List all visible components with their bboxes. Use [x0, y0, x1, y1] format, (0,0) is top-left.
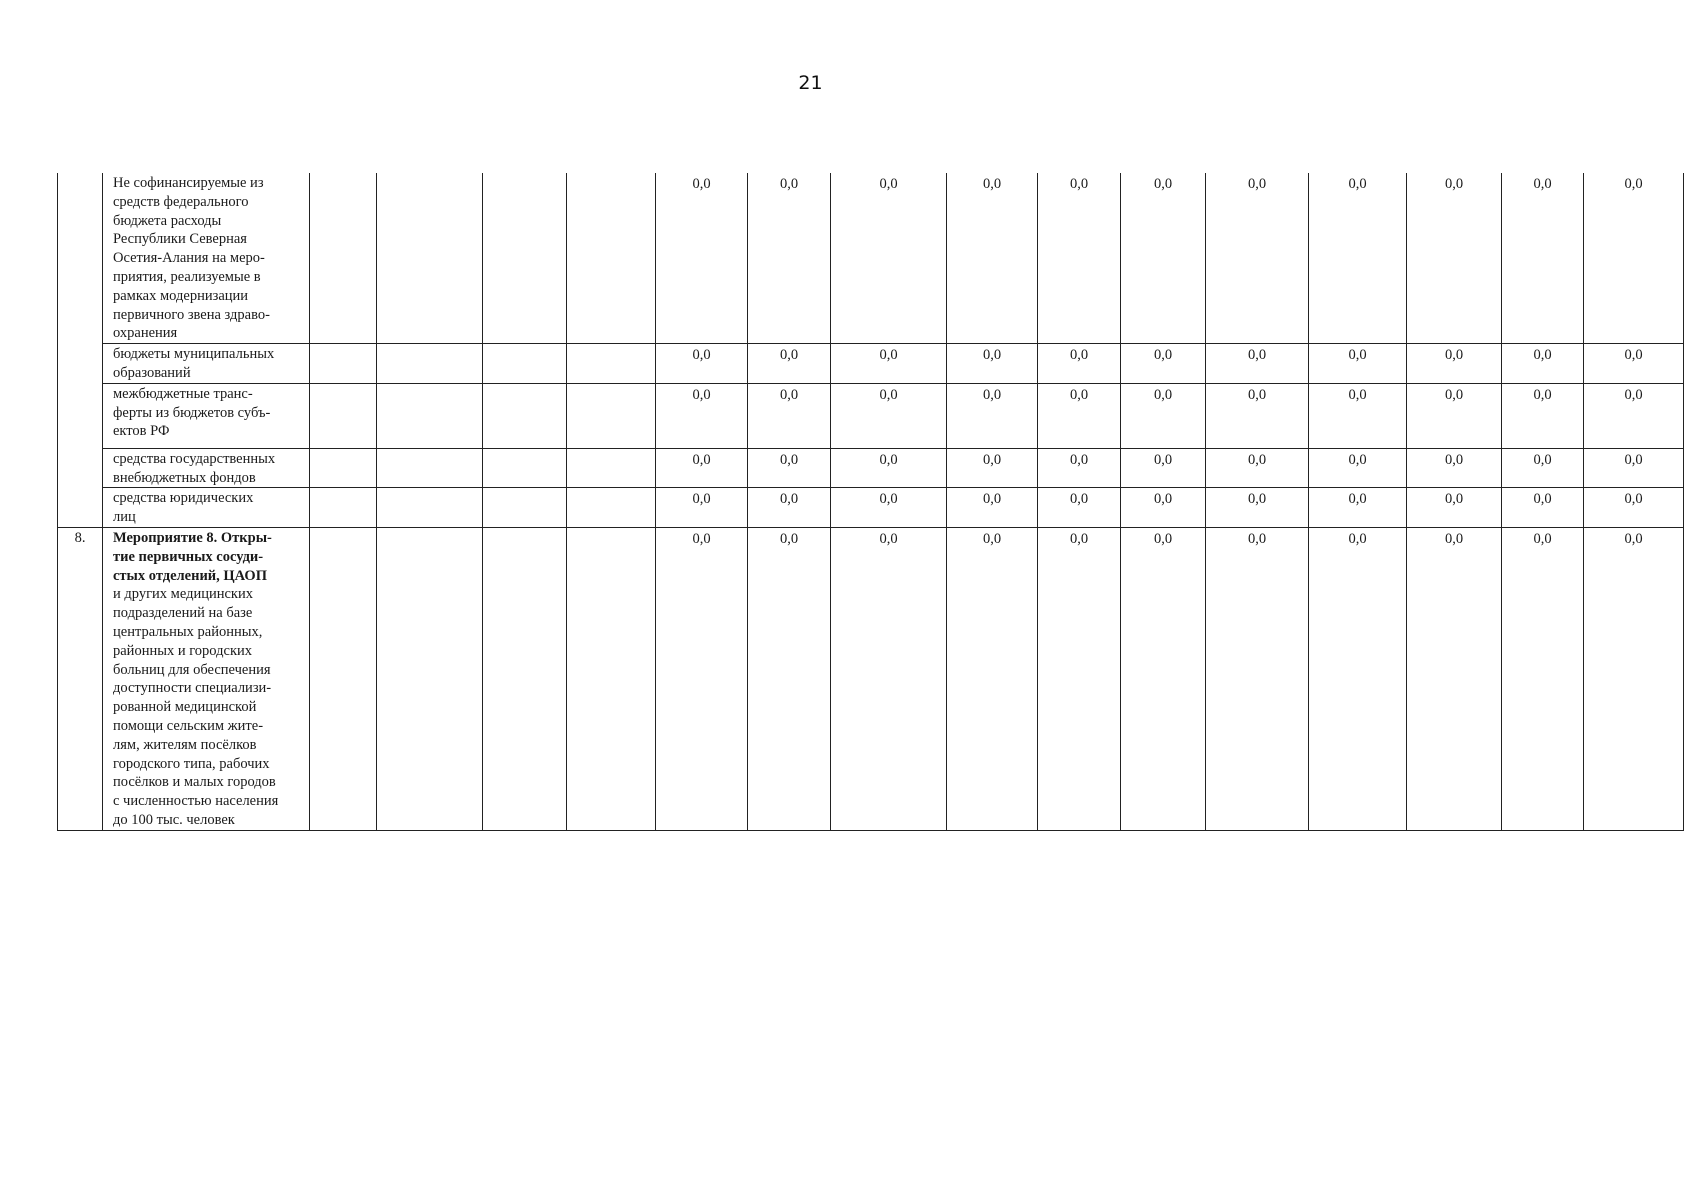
value-cell: 0,0 — [831, 448, 947, 488]
value-cell: 0,0 — [1038, 173, 1121, 344]
value-cell: 0,0 — [1407, 383, 1502, 448]
value-cell: 0,0 — [748, 488, 831, 528]
empty-cell — [567, 527, 656, 830]
value-cell: 0,0 — [947, 383, 1038, 448]
description-line: ектов РФ — [113, 423, 170, 440]
empty-cell — [567, 448, 656, 488]
description-line: средств федерального — [113, 193, 249, 210]
description-line: Республики Северная — [113, 231, 247, 248]
empty-cell — [377, 448, 483, 488]
value-cell: 0,0 — [1206, 448, 1309, 488]
value-cell: 0,0 — [1584, 488, 1684, 528]
description-line: первичного звена здраво- — [113, 306, 270, 323]
description-line: приятия, реализуемые в — [113, 268, 261, 285]
description-line: лиц — [113, 509, 136, 526]
description-line: подразделений на базе — [113, 605, 253, 622]
value-cell: 0,0 — [1038, 383, 1121, 448]
empty-cell — [377, 344, 483, 384]
value-cell: 0,0 — [1206, 173, 1309, 344]
value-cell: 0,0 — [748, 173, 831, 344]
value-cell: 0,0 — [1309, 383, 1407, 448]
empty-cell — [483, 383, 567, 448]
value-cell: 0,0 — [1407, 448, 1502, 488]
value-cell: 0,0 — [1502, 173, 1584, 344]
description-line: доступности специализи- — [113, 680, 272, 697]
empty-cell — [310, 527, 377, 830]
empty-cell — [483, 344, 567, 384]
value-cell: 0,0 — [748, 527, 831, 830]
value-cell: 0,0 — [1038, 448, 1121, 488]
description-line: средства юридических — [113, 490, 254, 507]
row-index-cell — [58, 173, 103, 344]
table-row — [58, 173, 1684, 344]
empty-cell — [483, 488, 567, 528]
empty-cell — [483, 527, 567, 830]
empty-cell — [377, 488, 483, 528]
description-line: больниц для обеспечения — [113, 661, 271, 678]
value-cell: 0,0 — [947, 344, 1038, 384]
description-line: городского типа, рабочих — [113, 755, 270, 772]
description-line: посёлков и малых городов — [113, 774, 276, 791]
value-cell: 0,0 — [947, 173, 1038, 344]
value-cell: 0,0 — [1121, 448, 1206, 488]
description-line: бюджеты муниципальных — [113, 346, 275, 363]
empty-cell — [483, 448, 567, 488]
value-cell: 0,0 — [656, 173, 748, 344]
description-line: внебюджетных фондов — [113, 469, 256, 486]
value-cell: 0,0 — [1502, 527, 1584, 830]
value-cell: 0,0 — [947, 448, 1038, 488]
description-line: до 100 тыс. человек — [113, 811, 235, 828]
empty-cell — [310, 448, 377, 488]
description-line: стых отделений, ЦАОП — [113, 567, 267, 584]
description-line: Мероприятие 8. Откры- — [113, 529, 272, 546]
empty-cell — [310, 344, 377, 384]
row-index-cell — [58, 488, 103, 528]
empty-cell — [377, 383, 483, 448]
value-cell: 0,0 — [1206, 527, 1309, 830]
description-line: образований — [113, 364, 191, 381]
value-cell: 0,0 — [1121, 527, 1206, 830]
row-index-cell — [58, 448, 103, 488]
empty-cell — [567, 344, 656, 384]
description-line: с численностью населения — [113, 793, 279, 810]
value-cell: 0,0 — [1309, 344, 1407, 384]
value-cell: 0,0 — [1309, 173, 1407, 344]
value-cell: 0,0 — [748, 344, 831, 384]
row-index-cell: 8. — [58, 527, 103, 830]
row-description-cell — [103, 173, 310, 344]
page-number: 21 — [798, 72, 823, 94]
description-line: рованной медицинской — [113, 699, 257, 716]
value-cell: 0,0 — [1502, 344, 1584, 384]
description-line: помощи сельским жите- — [113, 717, 264, 734]
description-line: охранения — [113, 325, 178, 342]
empty-cell — [567, 173, 656, 344]
empty-cell — [567, 383, 656, 448]
value-cell: 0,0 — [656, 383, 748, 448]
row-index-cell — [58, 344, 103, 384]
value-cell: 0,0 — [1309, 488, 1407, 528]
row-description-cell — [103, 383, 310, 448]
value-cell: 0,0 — [831, 527, 947, 830]
value-cell: 0,0 — [1206, 488, 1309, 528]
value-cell: 0,0 — [1309, 448, 1407, 488]
value-cell: 0,0 — [1121, 488, 1206, 528]
value-cell: 0,0 — [1502, 488, 1584, 528]
value-cell: 0,0 — [1407, 488, 1502, 528]
row-description-cell — [103, 488, 310, 528]
value-cell: 0,0 — [1584, 173, 1684, 344]
value-cell: 0,0 — [656, 344, 748, 384]
value-cell: 0,0 — [1502, 383, 1584, 448]
budget-table — [57, 173, 1684, 831]
description-line: районных и городских — [113, 642, 253, 659]
value-cell: 0,0 — [1038, 344, 1121, 384]
value-cell: 0,0 — [1584, 344, 1684, 384]
row-index-cell — [58, 383, 103, 448]
description-line: ферты из бюджетов субъ- — [113, 404, 271, 421]
value-cell: 0,0 — [748, 448, 831, 488]
value-cell: 0,0 — [831, 383, 947, 448]
value-cell: 0,0 — [1407, 173, 1502, 344]
description-line: межбюджетные транс- — [113, 385, 253, 402]
value-cell: 0,0 — [1121, 383, 1206, 448]
description-line: бюджета расходы — [113, 212, 222, 229]
empty-cell — [310, 173, 377, 344]
value-cell: 0,0 — [947, 488, 1038, 528]
description-line: центральных районных, — [113, 623, 263, 640]
value-cell: 0,0 — [1121, 344, 1206, 384]
empty-cell — [567, 488, 656, 528]
value-cell: 0,0 — [656, 448, 748, 488]
value-cell: 0,0 — [1584, 527, 1684, 830]
value-cell: 0,0 — [748, 383, 831, 448]
value-cell: 0,0 — [1584, 383, 1684, 448]
value-cell: 0,0 — [1407, 527, 1502, 830]
empty-cell — [483, 173, 567, 344]
description-line: средства государственных — [113, 450, 276, 467]
table-row — [58, 383, 1684, 448]
value-cell: 0,0 — [1038, 527, 1121, 830]
value-cell: 0,0 — [1121, 173, 1206, 344]
table-row — [58, 488, 1684, 528]
row-description-cell — [103, 344, 310, 384]
value-cell: 0,0 — [831, 344, 947, 384]
row-description-cell — [103, 448, 310, 488]
value-cell: 0,0 — [831, 173, 947, 344]
empty-cell — [377, 173, 483, 344]
table-row — [58, 527, 1684, 830]
value-cell: 0,0 — [831, 488, 947, 528]
value-cell: 0,0 — [1309, 527, 1407, 830]
table-row — [58, 344, 1684, 384]
description-line: тие первичных сосуди- — [113, 548, 264, 565]
row-description-cell — [103, 527, 310, 830]
value-cell: 0,0 — [656, 527, 748, 830]
value-cell: 0,0 — [1206, 344, 1309, 384]
description-line: Не софинансируемые из — [113, 175, 264, 191]
value-cell: 0,0 — [1038, 488, 1121, 528]
description-line: Осетия-Алания на меро- — [113, 250, 265, 267]
value-cell: 0,0 — [1584, 448, 1684, 488]
empty-cell — [377, 527, 483, 830]
value-cell: 0,0 — [1502, 448, 1584, 488]
empty-cell — [310, 383, 377, 448]
empty-cell — [310, 488, 377, 528]
value-cell: 0,0 — [947, 527, 1038, 830]
description-line: рамках модернизации — [113, 287, 249, 304]
table-row — [58, 448, 1684, 488]
value-cell: 0,0 — [1407, 344, 1502, 384]
description-line: лям, жителям посёлков — [113, 736, 257, 753]
description-line: и других медицинских — [113, 586, 253, 603]
value-cell: 0,0 — [656, 488, 748, 528]
value-cell: 0,0 — [1206, 383, 1309, 448]
